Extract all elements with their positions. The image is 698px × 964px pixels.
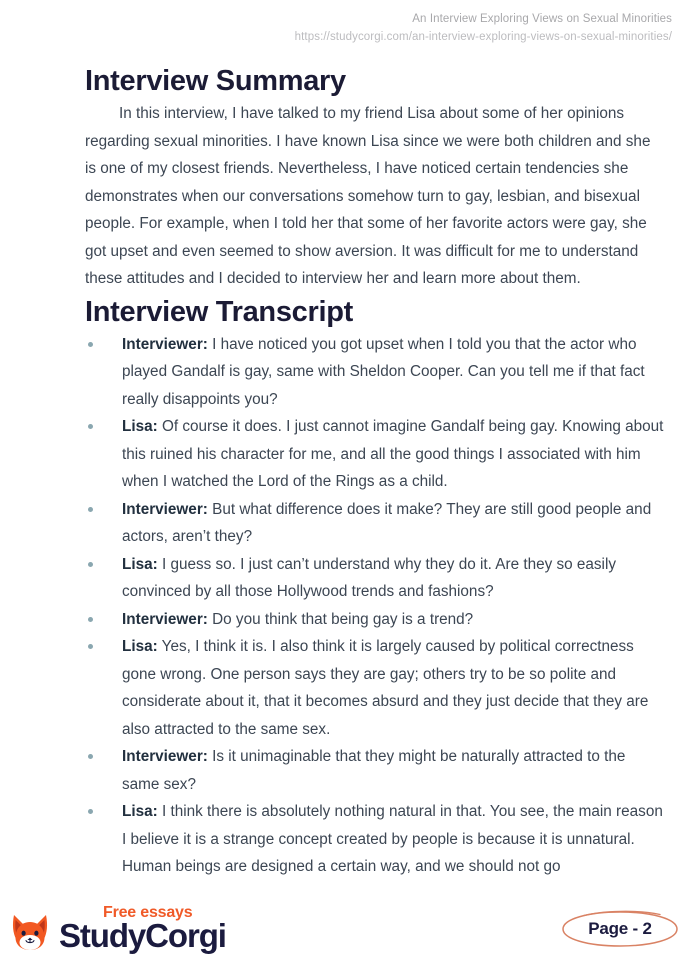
speaker-label: Interviewer: bbox=[122, 610, 208, 628]
document-body bbox=[85, 62, 665, 881]
logo-brand-name: StudyCorgi bbox=[59, 917, 226, 954]
page-number-badge bbox=[554, 908, 686, 950]
speaker-text: Yes, I think it is. I also think it is largely caused by political correctness gone wrong. One person says they are gay; others try to be so polite and considerate about it, that it becomes absurd and they just decide that they are also attracted to the same sex. bbox=[122, 638, 649, 738]
speaker-label: Lisa: bbox=[122, 803, 158, 820]
bullet-icon bbox=[88, 507, 93, 512]
speaker-text: I think there is absolutely nothing natural in that. You see, the main reason I believe it is a strange concept created by people is because it is unnatural. Human beings are designed a certain way, and we should not go bbox=[122, 803, 663, 875]
list-item bbox=[85, 551, 665, 606]
bullet-icon bbox=[88, 342, 93, 347]
speaker-text: I guess so. I just can’t understand why they do it. Are they so easily convinced by all those Hollywood trends and fashions? bbox=[122, 555, 617, 600]
heading-interview-summary: Interview Summary bbox=[85, 65, 346, 97]
bullet-icon bbox=[88, 617, 93, 622]
speaker-text: Of course it does. I just cannot imagine Gandalf being gay. Knowing about this ruined his character for me, and all the good things I associated with him when I watched the Lord of the Rings as a child. bbox=[122, 418, 664, 490]
logo-tagline: Free essays bbox=[103, 904, 193, 921]
speaker-label: Lisa: bbox=[122, 638, 158, 655]
list-item bbox=[85, 606, 665, 634]
page-footer bbox=[0, 896, 698, 964]
speaker-label: Interviewer: bbox=[122, 335, 208, 353]
summary-paragraph bbox=[85, 100, 665, 293]
heading-interview-transcript: Interview Transcript bbox=[85, 295, 353, 328]
speaker-label: Interviewer: bbox=[122, 500, 208, 518]
bullet-icon bbox=[88, 424, 93, 429]
transcript-list bbox=[85, 331, 665, 881]
bullet-icon bbox=[88, 562, 93, 567]
list-item bbox=[85, 331, 665, 414]
list-item bbox=[85, 496, 665, 551]
list-item bbox=[85, 798, 665, 881]
speaker-text: But what difference does it make? They are still good people and actors, aren’t they? bbox=[122, 500, 652, 545]
header-source-url: https://studycorgi.com/an-interview-exploring-views-on-sexual-minorities/ bbox=[294, 31, 672, 43]
bullet-icon bbox=[88, 754, 93, 759]
speaker-text: Do you think that being gay is a trend? bbox=[207, 610, 474, 628]
bullet-icon bbox=[88, 809, 93, 814]
list-item bbox=[85, 633, 665, 743]
bullet-icon bbox=[88, 644, 93, 649]
header-document-title: An Interview Exploring Views on Sexual Minorities bbox=[412, 13, 672, 25]
speaker-label: Lisa: bbox=[122, 418, 158, 435]
corgi-face-icon bbox=[8, 909, 52, 953]
page-header bbox=[0, 0, 698, 45]
speaker-label: Interviewer: bbox=[122, 748, 208, 765]
page-number-label: Page - 2 bbox=[588, 919, 652, 938]
studycorgi-logo[interactable] bbox=[8, 904, 226, 954]
speaker-text: Is it unimaginable that they might be naturally attracted to the same sex? bbox=[122, 748, 626, 793]
summary-paragraph-text: In this interview, I have talked to my friend Lisa about some of her opinions regarding sexual minorities. I have known Lisa since we were both children and she is one of my closest friends. Nevertheless, I have noticed certain tendencies she demonstrates when our conversations somehow turn to gay, lesbian, and bisexual people. For example, when I told her that some of her favorite actors were gay, she got upset and even seemed to show aversion. It was difficult for me to understand these attitudes and I decided to interview her and learn more about them. bbox=[85, 105, 651, 287]
list-item bbox=[85, 413, 665, 496]
speaker-label: Lisa: bbox=[122, 555, 158, 573]
speaker-text: I have noticed you got upset when I told you that the actor who played Gandalf is gay, same with Sheldon Cooper. Can you tell me if that fact really disappoints you? bbox=[122, 335, 645, 408]
logo-text-group bbox=[59, 904, 226, 954]
list-item bbox=[85, 743, 665, 798]
